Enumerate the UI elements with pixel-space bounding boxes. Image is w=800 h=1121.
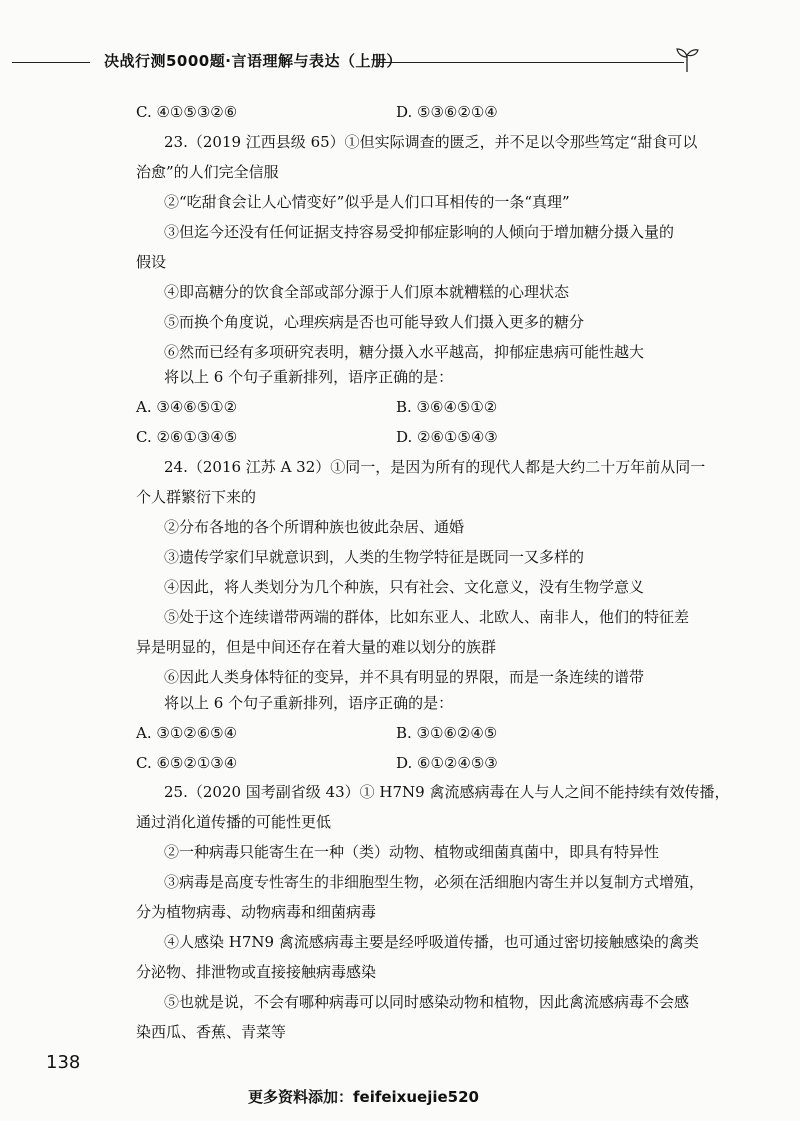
q23-option-c: C. ②⑥①③④⑤	[136, 428, 238, 446]
q24-option-b: B. ③①⑥②④⑤	[396, 724, 498, 742]
q24-line: ③遗传学家们早就意识到，人类的生物学特征是既同一又多样的	[164, 548, 585, 566]
q24-option-c: C. ⑥⑤②①③④	[136, 754, 238, 772]
q23-option-a: A. ③④⑥⑤①②	[136, 398, 238, 416]
footer-note: 更多资料添加：feifeixuejie520	[248, 1088, 479, 1106]
q25-line: ④人感染 H7N9 禽流感病毒主要是经呼吸道传播，也可通过密切接触感染的禽类	[164, 933, 699, 951]
q25-line: 染西瓜、香蕉、青菜等	[136, 1023, 287, 1041]
header-rule-left	[12, 62, 90, 63]
header-rule-right	[378, 62, 684, 63]
q23-option-d: D. ②⑥①⑤④③	[396, 428, 498, 446]
q24-option-d: D. ⑥①②④⑤③	[396, 754, 498, 772]
q23-line: ③但迄今还没有任何证据支持容易受抑郁症影响的人倾向于增加糖分摄入量的	[164, 223, 675, 241]
book-title: 决战行测5000题·言语理解与表达（上册）	[104, 52, 402, 70]
q24-prompt: 将以上 6 个句子重新排列，语序正确的是：	[164, 694, 454, 712]
q23-line: ④即高糖分的饮食全部或部分源于人们原本就糟糕的心理状态	[164, 283, 570, 301]
q25-line: ③病毒是高度专性寄生的非细胞型生物，必须在活细胞内寄生并以复制方式增殖，	[164, 873, 705, 891]
q24-line: ④因此，将人类划分为几个种族，只有社会、文化意义，没有生物学意义	[164, 578, 645, 596]
q24-line: ⑤处于这个连续谱带两端的群体，比如东亚人、北欧人、南非人，他们的特征差	[164, 608, 690, 626]
q23-prompt: 将以上 6 个句子重新排列，语序正确的是：	[164, 368, 454, 386]
q23-line: ⑥然而已经有多项研究表明，糖分摄入水平越高，抑郁症患病可能性越大	[164, 343, 645, 361]
q23-line: 治愈”的人们完全信服	[136, 163, 279, 181]
q24-option-a: A. ③①②⑥⑤④	[136, 724, 238, 742]
q25-line: ⑤也就是说，不会有哪种病毒可以同时感染动物和植物，因此禽流感病毒不会感	[164, 993, 690, 1011]
q23-line: ②“吃甜食会让人心情变好”似乎是人们口耳相传的一条“真理”	[164, 193, 570, 211]
q24-line: ②分布各地的各个所谓种族也彼此杂居、通婚	[164, 518, 465, 536]
q25-line: 25.（2020 国考副省级 43）① H7N9 禽流感病毒在人与人之间不能持续有效传播，	[164, 783, 730, 801]
q24-line: 个人群繁衍下来的	[136, 488, 257, 506]
page-number: 138	[46, 1052, 81, 1073]
sprout-icon	[672, 44, 702, 74]
running-header	[0, 42, 800, 78]
q22-option-d: D. ⑤③⑥②①④	[396, 103, 498, 121]
q25-line: 分泌物、排泄物或直接接触病毒感染	[136, 963, 377, 981]
q24-line: 24.（2016 江苏 A 32）①同一，是因为所有的现代人都是大约二十万年前从同一	[164, 458, 706, 476]
q25-line: 通过消化道传播的可能性更低	[136, 813, 332, 831]
q25-line: 分为植物病毒、动物病毒和细菌病毒	[136, 903, 377, 921]
q23-line: ⑤而换个角度说，心理疾病是否也可能导致人们摄入更多的糖分	[164, 313, 585, 331]
q25-line: ②一种病毒只能寄生在一种（类）动物、植物或细菌真菌中，即具有特异性	[164, 843, 660, 861]
q24-line: ⑥因此人类身体特征的变异，并不具有明显的界限，而是一条连续的谱带	[164, 668, 645, 686]
q24-line: 异是明显的，但是中间还存在着大量的难以划分的族群	[136, 638, 497, 656]
q23-line: 23.（2019 江西县级 65）①但实际调查的匮乏，并不足以令那些笃定“甜食可以	[164, 133, 698, 151]
q23-option-b: B. ③⑥④⑤①②	[396, 398, 498, 416]
q22-option-c: C. ④①⑤③②⑥	[136, 103, 238, 121]
q23-line: 假设	[136, 253, 167, 271]
